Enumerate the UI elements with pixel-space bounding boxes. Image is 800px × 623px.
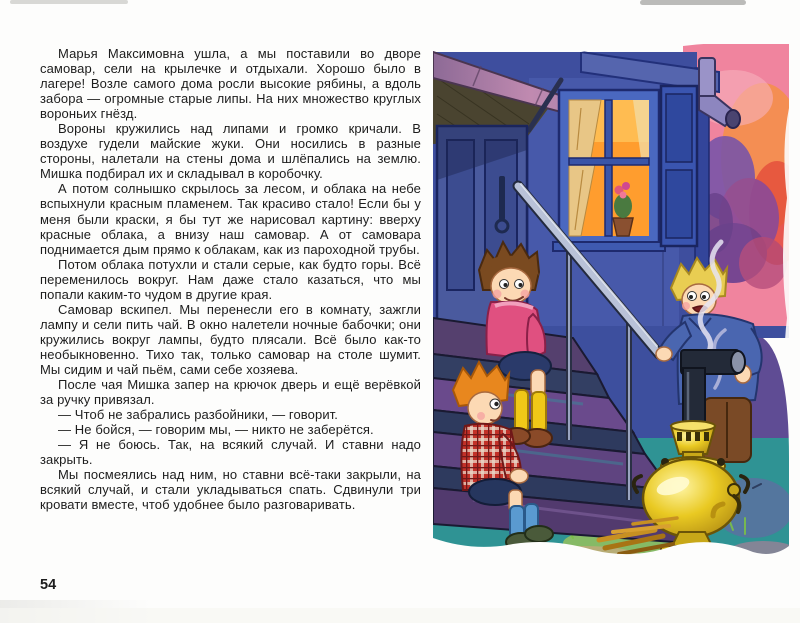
- boy-a-sock: [532, 392, 546, 432]
- scan-edge-bottom: [0, 608, 800, 623]
- scan-smudge-left: [10, 0, 128, 4]
- window: [553, 86, 697, 251]
- illustration: [433, 38, 789, 573]
- illustration-svg: [433, 38, 789, 573]
- paragraph: — Я не боюсь. Так, на всякий случай. И ставни надо закрыть.: [40, 437, 421, 468]
- paragraph: Потом облака потухли и стали серые, как будто горы. Всё переменилось вокруг. Нам даже стало казаться, что мы попали каким-то чудом в другие края.: [40, 256, 421, 302]
- paragraph: — Чтоб не забрались разбойники, — говорит.: [58, 407, 339, 423]
- door-latch: [499, 176, 505, 220]
- page-number: 54: [40, 577, 57, 593]
- paragraph: Марья Максимовна ушла, а мы поставили во дворе самовар, сели на крылечке и отдыхали. Хорошо было в лагере! Возле самого дома росли высокие рябины, а вдоль забора — огромные старые липы. На них множество круглых вороньих гнёзд.: [40, 46, 421, 122]
- paragraph: А потом солнышко скрылось за лесом, и облака на небе вспыхнули красным пламенем. Так красиво стало! Если бы у меня были краски, я бы тут же нарисовал картину: вверху красные облака, а внизу наш самовар. А от самовара поднимается дым прямо к облакам, как из пароходной трубы.: [40, 181, 421, 257]
- scan-smudge-right: [640, 0, 746, 5]
- shutter: [661, 86, 697, 246]
- paragraph: Мы посмеялись над ним, но ставни всё-таки закрыли, на всякий случай, и стали укладываться спать. Сдвинули три кровати вместе, чтоб удобнее было разговаривать.: [40, 467, 421, 513]
- text-column: [40, 46, 421, 512]
- paragraph: После чая Мишка запер на крючок дверь и ещё верёвкой за ручку привязал.: [40, 377, 421, 408]
- paragraph: Самовар вскипел. Мы перенесли его в комнату, зажгли лампу и сели пить чай. В окно налетели ночные бабочки; они кружились вокруг лампы, будто плясали. Всё было как-то необыкновенно. Тихо так, только самовар на столе шумит. Мы сидим и чай пьём, сами себе хозяева.: [40, 301, 421, 377]
- paragraph: Вороны кружились над липами и громко кричали. В воздухе гудели майские жуки. Они носились в разные стороны, налетали на стены дома и шлёпались на землю. Мишка подбирал их и складывал в коробочку.: [40, 121, 421, 182]
- drainpipe-opening: [726, 110, 740, 128]
- paragraph: — Не бойся, — говорим мы, — никто не заберётся.: [58, 422, 374, 438]
